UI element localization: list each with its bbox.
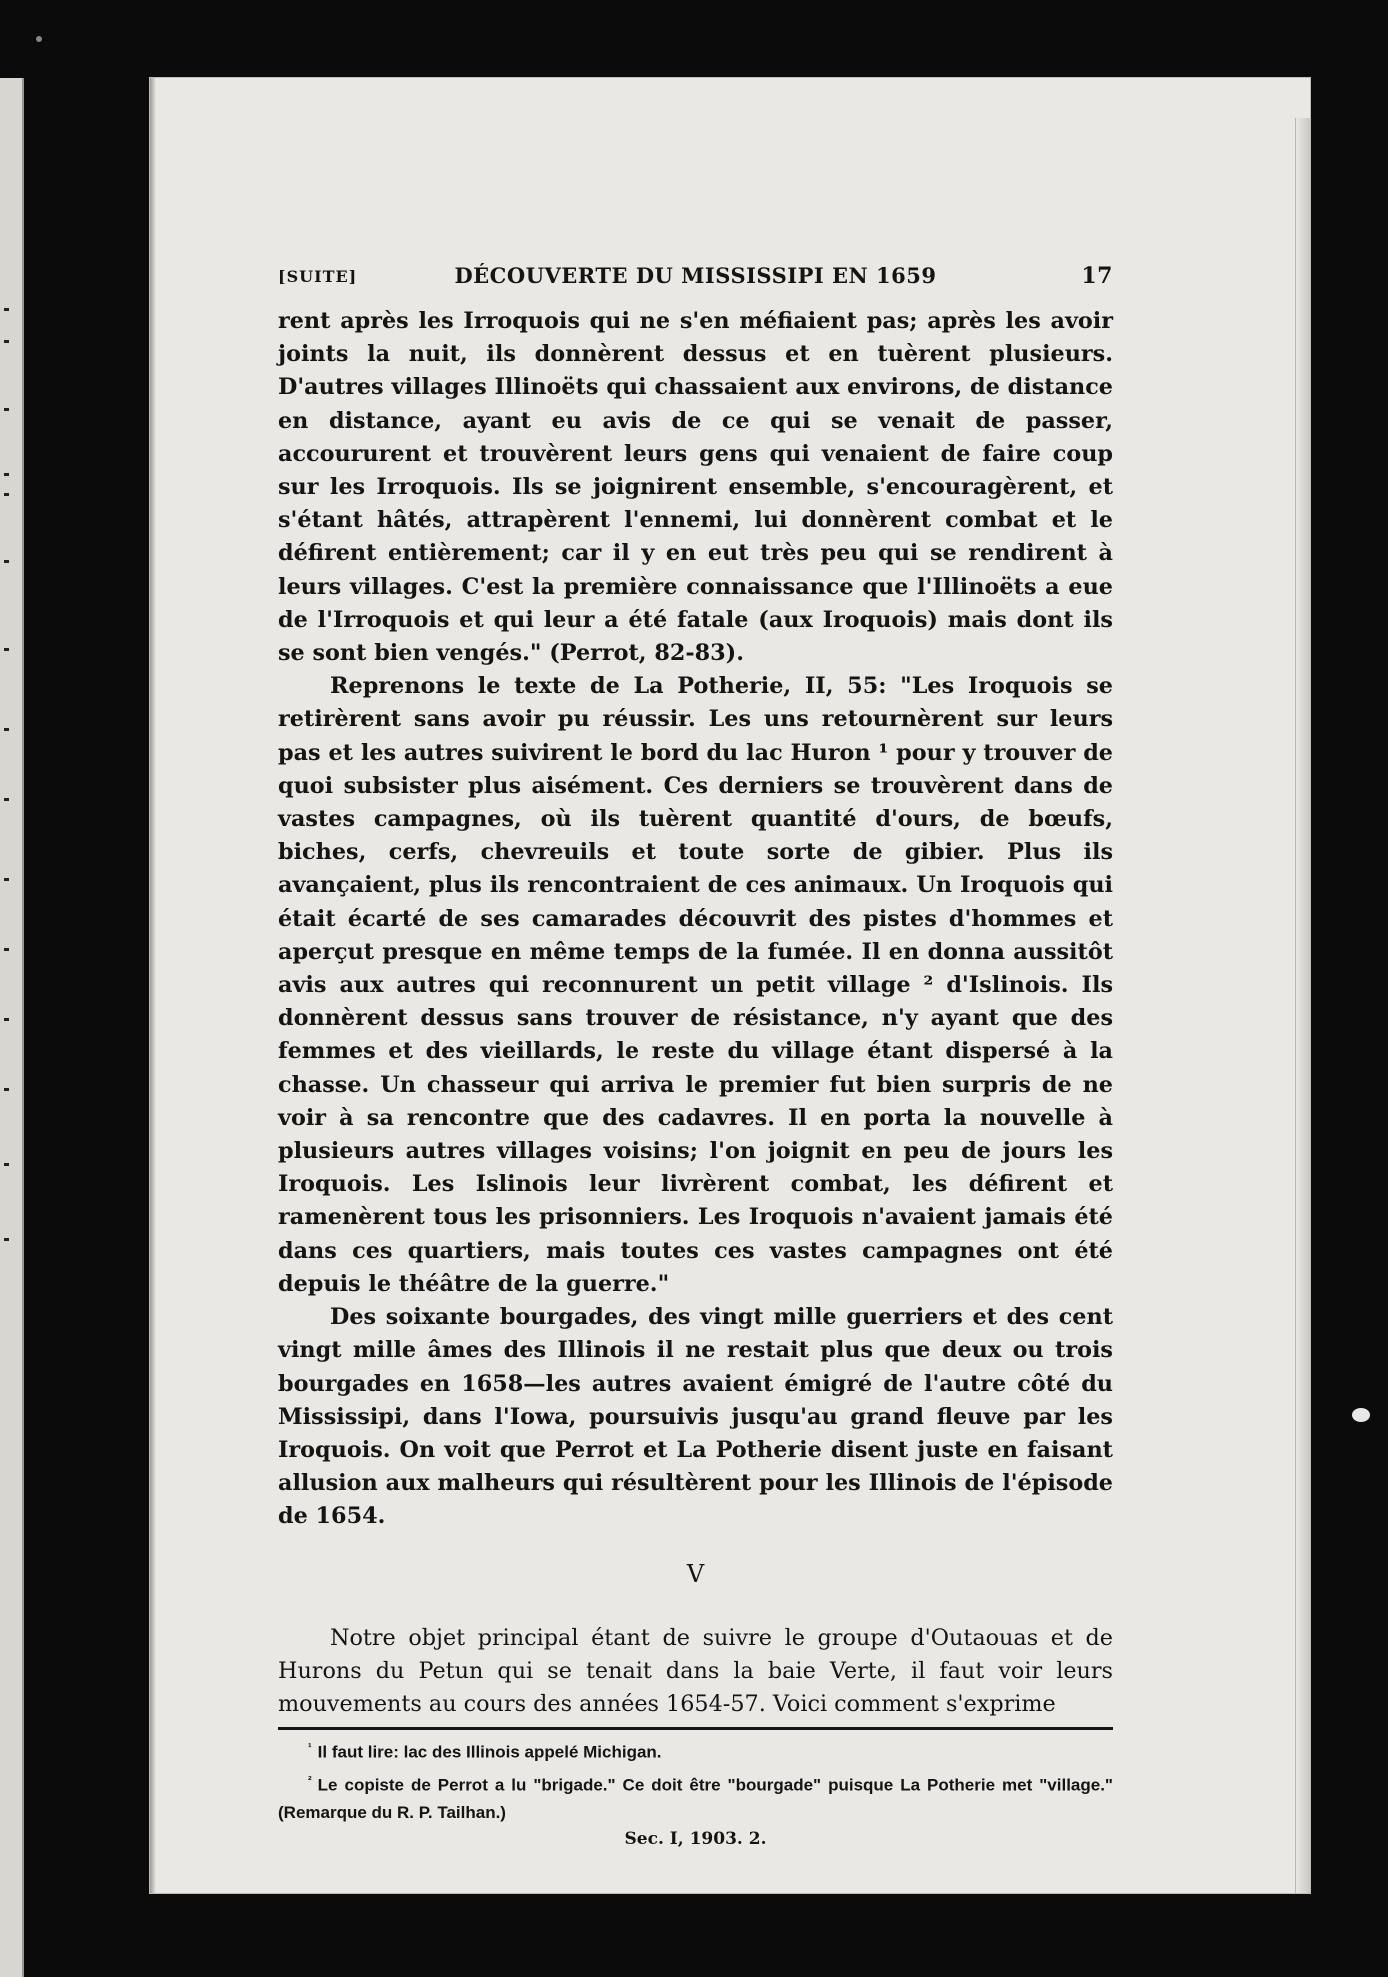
- header-signature: [SUITE]: [278, 267, 358, 286]
- paragraph-perrot-quote: rent après les Irroquois qui ne s'en méfiaient pas; après les avoir joints la nuit, ils donnèrent dessus et en tuèrent plusieurs. D'autres villages Illinoëts qui chassaient aux environs, de distance en distance, ayant eu avis de ce qui se venait de passer, accoururent et trouvèrent leurs gens qui venaient de faire coup sur les Irroquois. Ils se joignirent ensemble, s'encouragèrent, et s'étant hâtés, attrapèrent l'ennemi, lui donnèrent combat et le défirent entièrement; car il y en eut très peu qui se rendirent à leurs villages. C'est la première connaissance que l'Illinoëts a eue de l'Irroquois et qui leur a été fatale (aux Iroquois) mais dont ils se sont bien vengés." (Perrot, 82-83).: [278, 308, 1113, 667]
- paragraph-section-v: Notre objet principal étant de suivre le groupe d'Outaouas et de Hurons du Petun qui se tenait dans la baie Verte, il faut voir leurs mouvements au cours des années 1654-57. Voici comment s'exprime: [278, 1624, 1113, 1717]
- running-title: DÉCOUVERTE DU MISSISSIPI EN 1659: [454, 263, 937, 288]
- page-fore-edge: [1295, 118, 1310, 1893]
- footnote-2: [278, 1767, 1113, 1828]
- signature-line: Sec. I, 1903. 2.: [624, 1829, 767, 1850]
- scan-speck: [36, 36, 42, 42]
- footnote-2-mark: ²: [308, 1774, 312, 1787]
- gutter-shadow: [150, 78, 156, 1893]
- footnote-1-mark: ¹: [308, 1742, 312, 1755]
- scan-speck: [1352, 1408, 1370, 1422]
- running-header: [278, 263, 1113, 301]
- page-number: 17: [1081, 263, 1113, 289]
- footnote-2-text: Le copiste de Perrot a lu "brigade." Ce doit être "bourgade" puisque La Potherie met "village." (Remarque du R. P. Tailhan.): [278, 1775, 1113, 1823]
- section-heading: V: [686, 1559, 705, 1588]
- book-page: [150, 78, 1310, 1893]
- left-page-edge: [0, 78, 24, 1977]
- paragraph-la-potherie: Reprenons le texte de La Potherie, II, 55: "Les Iroquois se retirèrent sans avoir pu réussir. Les uns retournèrent sur leurs pas et les autres suivirent le bord du lac Huron ¹ pour y trouver de quoi subsister plus aisément. Ces derniers se trouvèrent dans de vastes campagnes, où ils tuèrent quantité d'ours, de bœufs, biches, cerfs, chevreuils et toute sorte de gibier. Plus ils avançaient, plus ils rencontraient de ces animaux. Un Iroquois qui était écarté de ses camarades découvrit des pistes d'hommes et aperçut presque en même temps de la fumée. Il en donna aussitôt avis aux autres qui reconnurent un petit village ² d'Islinois. Ils donnèrent dessus sans trouver de résistance, n'y ayant que des femmes et des vieillards, le reste du village étant dispersé à la chasse. Un chasseur qui arriva le premier fut bien surpris de ne voir à sa rencontre que des cadavres. Il en porta la nouvelle à plusieurs autres villages voisins; l'on joignit en peu de jours les Iroquois. Les Islinois leur livrèrent combat, les défirent et ramenèrent tous les prisonniers. Les Iroquois n'avaient jamais été dans ces quartiers, mais toutes ces vastes campagnes ont été depuis le théâtre de la guerre.": [278, 673, 1113, 1297]
- footnotes: [278, 1734, 1113, 1827]
- footnote-rule: [278, 1727, 1113, 1730]
- footnote-1: [278, 1734, 1113, 1767]
- text-block: [278, 263, 1113, 1849]
- paragraph-illinois-bourgades: Des soixante bourgades, des vingt mille guerriers et des cent vingt mille âmes des Illinois il ne restait plus que deux ou trois bourgades en 1658—les autres avaient émigré de l'autre côté du Mississipi, dans l'Iowa, poursuivis jusqu'au grand fleuve par les Iroquois. On voit que Perrot et La Potherie disent juste en faisant allusion aux malheurs qui résultèrent pour les Illinois de l'épisode de 1654.: [278, 1304, 1113, 1530]
- footnote-1-text: Il faut lire: lac des Illinois appelé Michigan.: [317, 1742, 662, 1762]
